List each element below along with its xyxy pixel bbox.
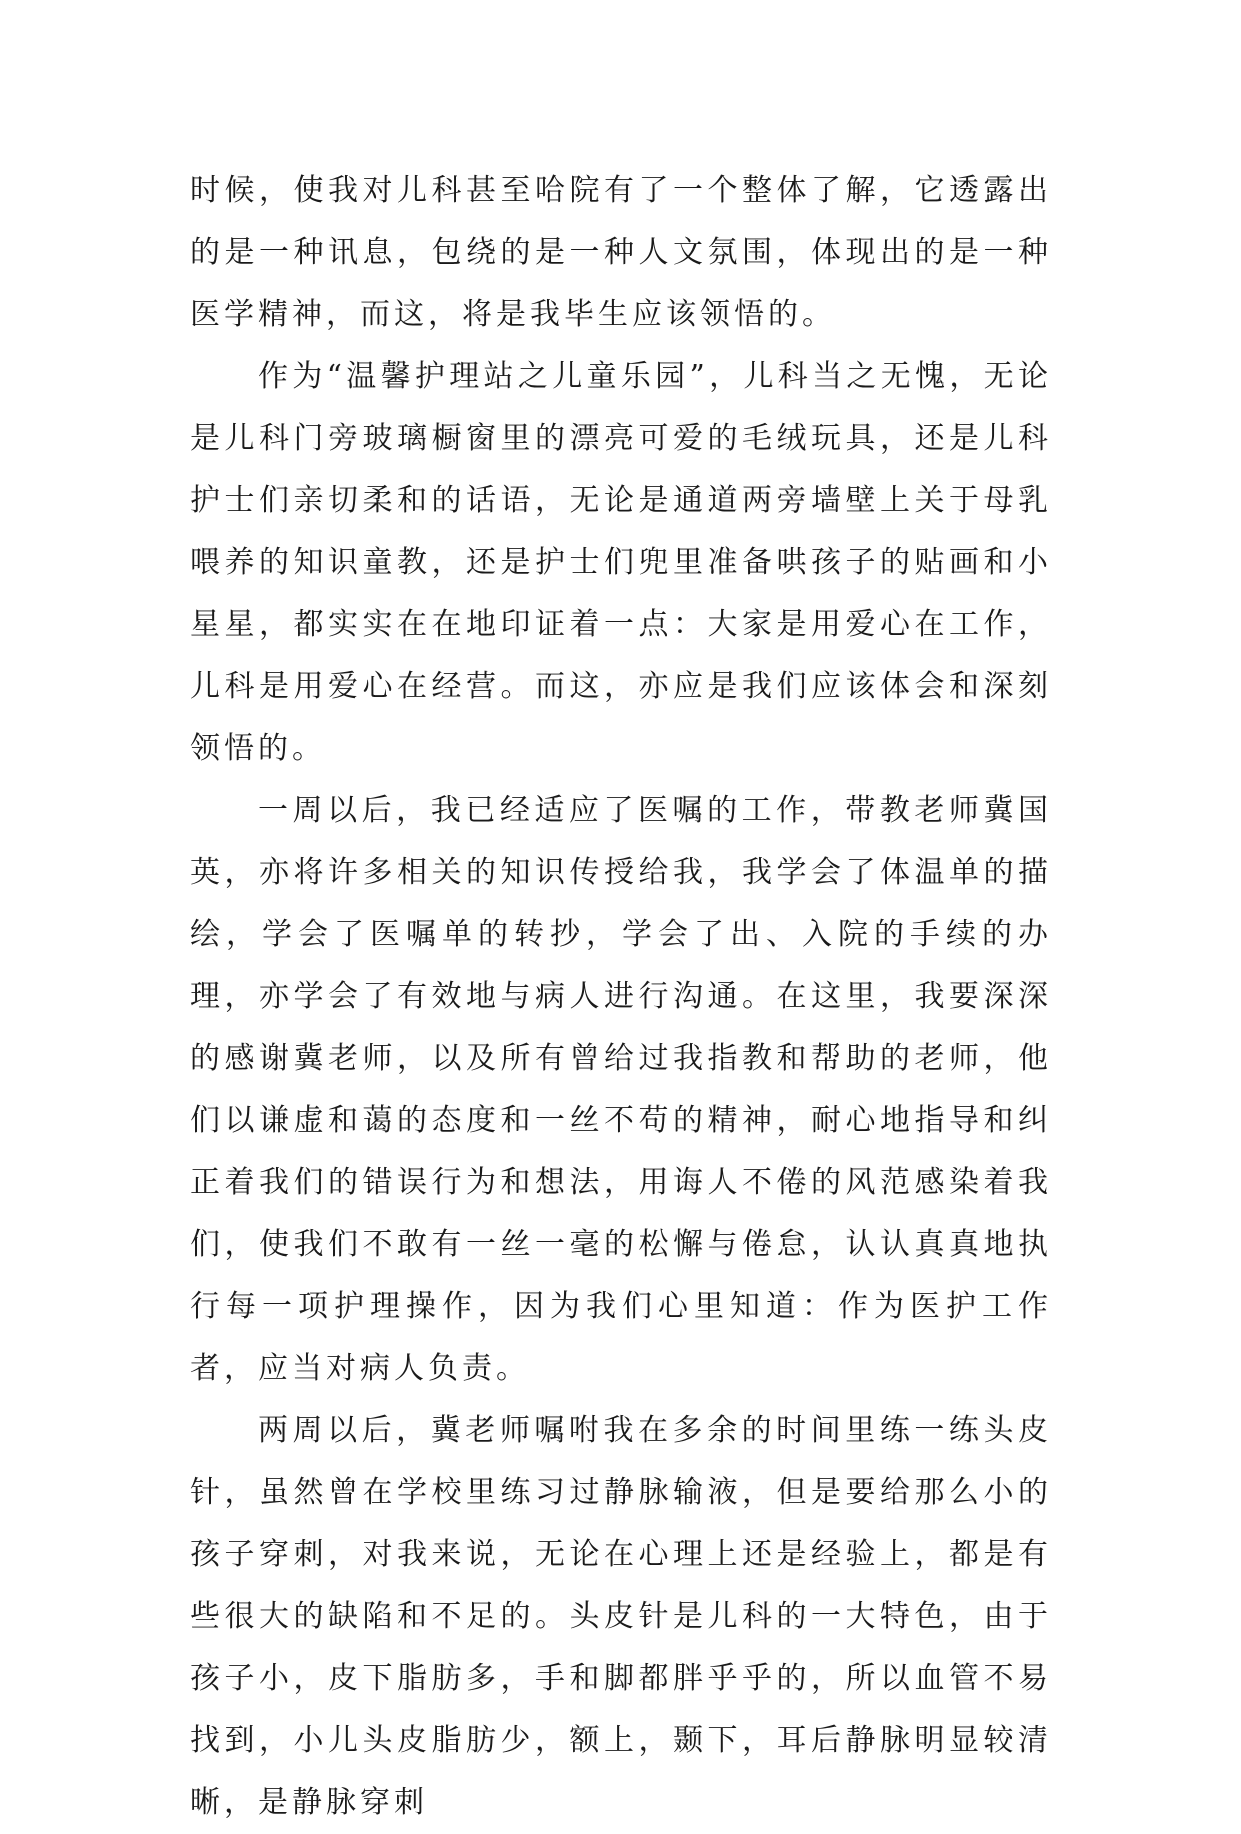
paragraph-second-week: 两周以后，冀老师嘱咐我在多余的时间里练一练头皮针，虽然曾在学校里练习过静脉输液，但是要给那么小的孩子穿刺，对我来说，无论在心理上还是经验上，都是有些很大的缺陷和不足的。头皮针是儿科的一大特色，由于孩子小，皮下脂肪多，手和脚都胖乎乎的，所以血管不易找到，小儿头皮脂肪少，额上，颞下，耳后静脉明显较清晰，是静脉穿刺 bbox=[190, 1413, 1052, 1820]
paragraph-pediatrics-environment: 作为“温馨护理站之儿童乐园”，儿科当之无愧，无论是儿科门旁玻璃橱窗里的漂亮可爱的毛绒玩具，还是儿科护士们亲切柔和的话语，无论是通道两旁墙壁上关于母乳喂养的知识童教，还是护士们兜里准备哄孩子的贴画和小星星，都实实在在地印证着一点：大家是用爱心在工作，儿科是用爱心在经营。而这，亦应是我们应该体会和深刻领悟的。 bbox=[190, 359, 1052, 766]
paragraph-first-week: 一周以后，我已经适应了医嘱的工作，带教老师冀国英，亦将许多相关的知识传授给我，我学会了体温单的描绘，学会了医嘱单的转抄，学会了出、入院的手续的办理，亦学会了有效地与病人进行沟通。在这里，我要深深的感谢冀老师，以及所有曾给过我指教和帮助的老师，他们以谦虚和蔼的态度和一丝不苟的精神，耐心地指导和纠正着我们的错误行为和想法，用诲人不倦的风范感染着我们，使我们不敢有一丝一毫的松懈与倦怠，认认真真地执行每一项护理操作，因为我们心里知道：作为医护工作者，应当对病人负责。 bbox=[190, 793, 1052, 1386]
paragraph-continuation: 时候，使我对儿科甚至哈院有了一个整体了解，它透露出的是一种讯息，包绕的是一种人文氛围，体现出的是一种医学精神，而这，将是我毕生应该领悟的。 bbox=[190, 173, 1052, 332]
document-body bbox=[190, 160, 1052, 1834]
